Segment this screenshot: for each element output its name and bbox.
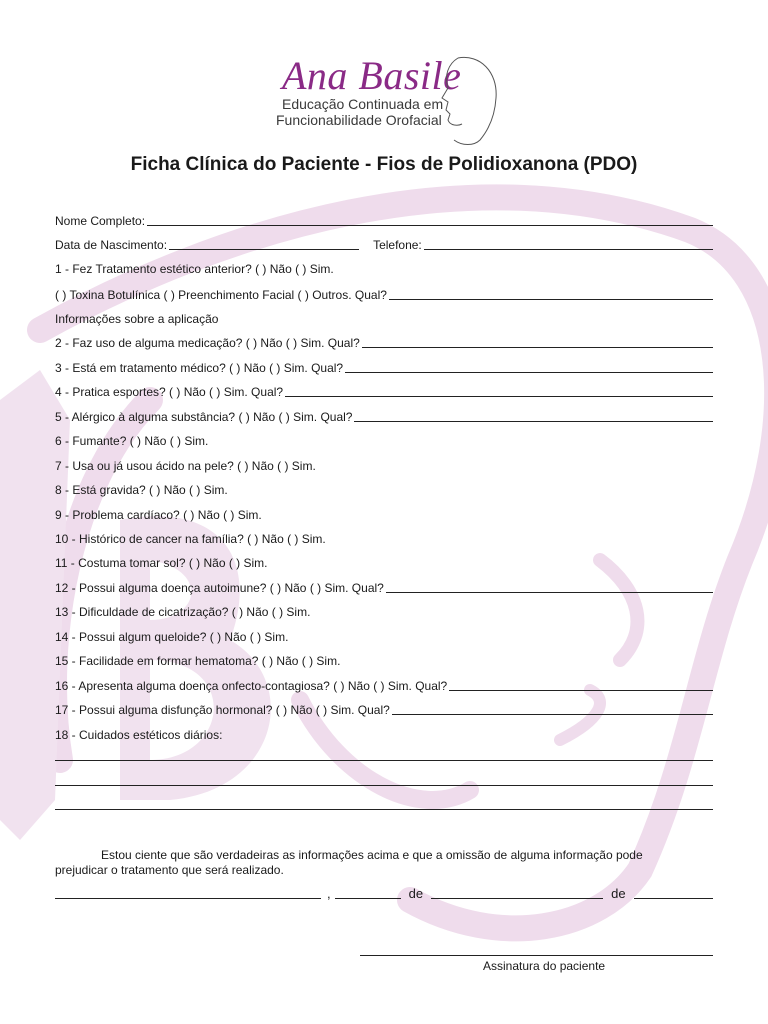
answer-line-1[interactable] bbox=[55, 760, 713, 761]
input-line-q5[interactable] bbox=[354, 421, 713, 422]
logo-subtitle-2: Funcionabilidade Orofacial bbox=[276, 112, 442, 128]
signature-label: Assinatura do paciente bbox=[483, 959, 606, 973]
input-line-q16[interactable] bbox=[449, 690, 713, 691]
question-12[interactable] bbox=[55, 575, 713, 595]
answer-line-2[interactable] bbox=[55, 785, 713, 786]
question-5[interactable] bbox=[55, 404, 713, 424]
date-de-2: de bbox=[611, 886, 626, 901]
question-13-text: 13 - Dificuldade de cicatrização? ( ) Não ( ) Sim. bbox=[55, 605, 311, 619]
question-10[interactable] bbox=[55, 526, 713, 546]
input-line-q17[interactable] bbox=[392, 714, 713, 715]
input-line-day[interactable] bbox=[335, 898, 401, 899]
question-15-text: 15 - Facilidade em formar hematoma? ( ) Não ( ) Sim. bbox=[55, 654, 341, 668]
question-14-text: 14 - Possui algum queloide? ( ) Não ( ) Sim. bbox=[55, 630, 289, 644]
input-line-q4[interactable] bbox=[285, 396, 713, 397]
input-line-q2[interactable] bbox=[362, 347, 713, 348]
question-3-text: 3 - Está em tratamento médico? ( ) Não ( ) Sim. Qual? bbox=[55, 361, 344, 375]
logo-subtitle-1: Educação Continuada em bbox=[282, 96, 444, 112]
declaration-line-1: Estou ciente que são verdadeiras as informações acima e que a omissão de alguma informação pode bbox=[101, 848, 643, 862]
question-10-text: 10 - Histórico de cancer na família? ( ) Não ( ) Sim. bbox=[55, 532, 326, 546]
question-9[interactable] bbox=[55, 502, 713, 522]
question-5-text: 5 - Alérgico à alguma substância? ( ) Não ( ) Sim. Qual? bbox=[55, 410, 353, 424]
answer-line-3[interactable] bbox=[55, 809, 713, 810]
field-nome[interactable] bbox=[55, 208, 713, 228]
form-title: Ficha Clínica do Paciente - Fios de Polidioxanona (PDO) bbox=[130, 154, 638, 175]
question-7[interactable] bbox=[55, 453, 713, 473]
section-heading bbox=[55, 306, 713, 326]
question-6[interactable] bbox=[55, 428, 713, 448]
question-8[interactable] bbox=[55, 477, 713, 497]
question-3[interactable] bbox=[55, 355, 713, 375]
question-6-text: 6 - Fumante? ( ) Não ( ) Sim. bbox=[55, 434, 209, 448]
date-de-1: de bbox=[408, 886, 424, 901]
declaration bbox=[55, 848, 715, 878]
question-1[interactable] bbox=[55, 256, 713, 276]
question-1-text: 1 - Fez Tratamento estético anterior? ( ) Não ( ) Sim. bbox=[55, 262, 334, 276]
brand-logo bbox=[270, 52, 500, 147]
question-13[interactable] bbox=[55, 599, 713, 619]
input-line-year[interactable] bbox=[634, 898, 713, 899]
question-8-text: 8 - Está gravida? ( ) Não ( ) Sim. bbox=[55, 483, 228, 497]
date-comma: , bbox=[327, 886, 331, 901]
question-16[interactable] bbox=[55, 673, 713, 693]
question-1-options[interactable] bbox=[55, 282, 713, 302]
input-line-outros[interactable] bbox=[389, 299, 713, 300]
label-nascimento: Data de Nascimento: bbox=[55, 238, 168, 252]
question-17[interactable] bbox=[55, 697, 713, 717]
logo-name: Ana Basile bbox=[282, 53, 462, 98]
question-18[interactable] bbox=[55, 722, 713, 742]
question-2-text: 2 - Faz uso de alguma medicação? ( ) Não ( ) Sim. Qual? bbox=[55, 336, 360, 350]
face-profile-icon bbox=[440, 54, 500, 146]
question-4-text: 4 - Pratica esportes? ( ) Não ( ) Sim. Qual? bbox=[55, 385, 284, 399]
question-9-text: 9 - Problema cardíaco? ( ) Não ( ) Sim. bbox=[55, 508, 262, 522]
signature-line[interactable] bbox=[360, 955, 713, 956]
input-line-nascimento[interactable] bbox=[169, 249, 359, 250]
question-18-text: 18 - Cuidados estéticos diários: bbox=[55, 728, 223, 742]
input-line-month[interactable] bbox=[431, 898, 603, 899]
input-line-telefone[interactable] bbox=[424, 249, 713, 250]
input-line-q3[interactable] bbox=[345, 372, 713, 373]
section-heading-text: Informações sobre a aplicação bbox=[55, 312, 219, 326]
field-nascimento-telefone[interactable] bbox=[55, 232, 713, 252]
question-16-text: 16 - Apresenta alguma doença onfecto-contagiosa? ( ) Não ( ) Sim. Qual? bbox=[55, 679, 448, 693]
input-line-q12[interactable] bbox=[386, 592, 713, 593]
question-12-text: 12 - Possui alguma doença autoimune? ( ) Não ( ) Sim. Qual? bbox=[55, 581, 384, 595]
input-line-nome[interactable] bbox=[147, 225, 713, 226]
label-telefone: Telefone: bbox=[373, 238, 422, 252]
question-17-text: 17 - Possui alguma disfunção hormonal? ( ) Não ( ) Sim. Qual? bbox=[55, 703, 390, 717]
question-15[interactable] bbox=[55, 648, 713, 668]
question-4[interactable] bbox=[55, 379, 713, 399]
input-line-city[interactable] bbox=[55, 898, 321, 899]
date-place-row[interactable] bbox=[55, 882, 713, 902]
question-2[interactable] bbox=[55, 330, 713, 350]
declaration-line-2: prejudicar o tratamento que será realizado. bbox=[55, 863, 284, 877]
question-14[interactable] bbox=[55, 624, 713, 644]
question-1-options-text: ( ) Toxina Botulínica ( ) Preenchimento Facial ( ) Outros. Qual? bbox=[55, 288, 387, 302]
question-7-text: 7 - Usa ou já usou ácido na pele? ( ) Não ( ) Sim. bbox=[55, 459, 316, 473]
question-11-text: 11 - Costuma tomar sol? ( ) Não ( ) Sim. bbox=[55, 556, 268, 570]
label-nome: Nome Completo: bbox=[55, 214, 146, 228]
question-11[interactable] bbox=[55, 550, 713, 570]
